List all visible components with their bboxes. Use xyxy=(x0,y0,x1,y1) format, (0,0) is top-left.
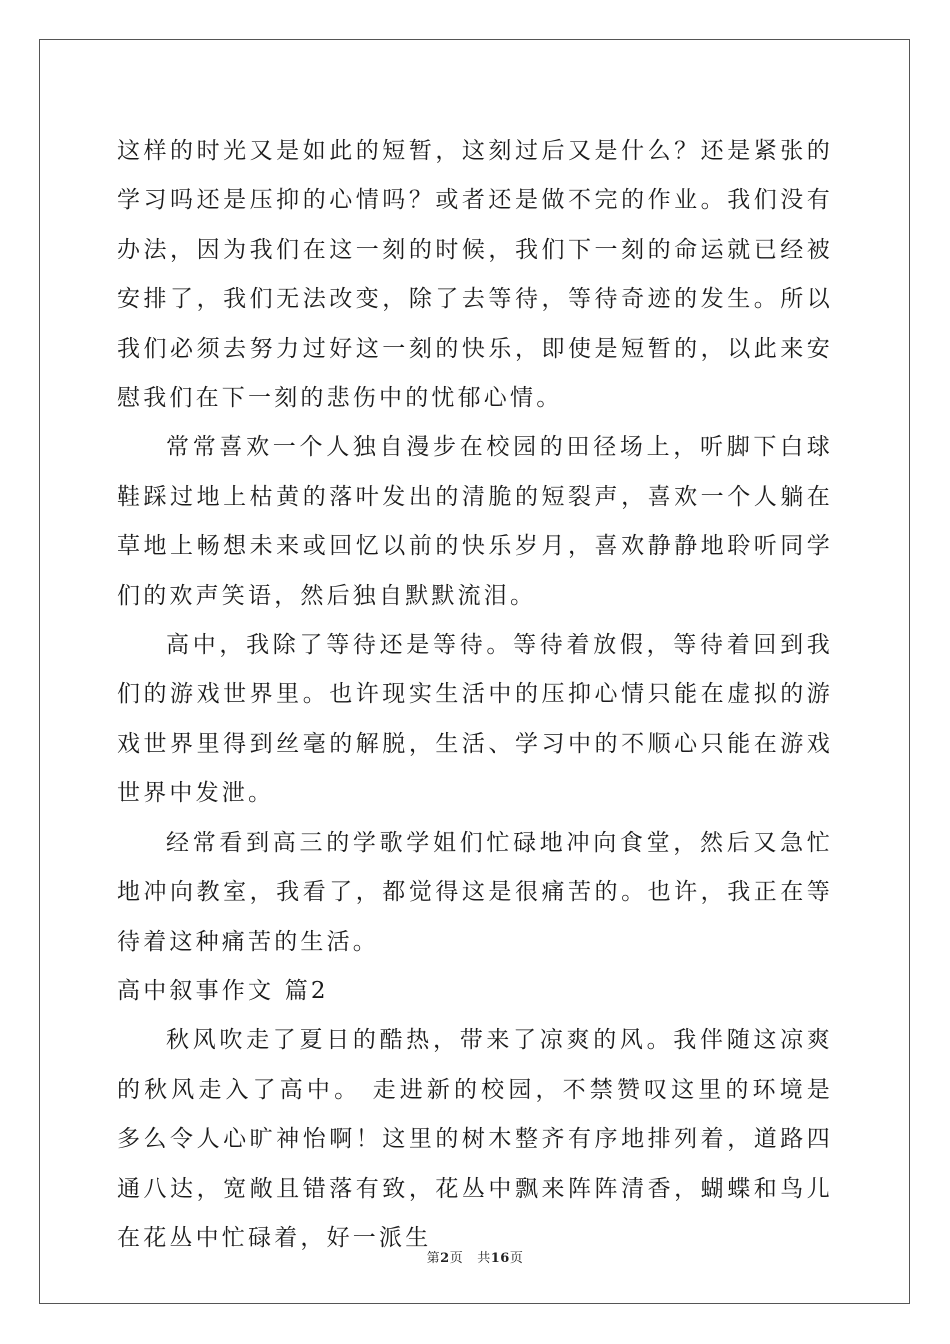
page-number: 2 xyxy=(440,1251,450,1266)
section-heading: 高中叙事作文 篇2 xyxy=(117,977,329,1004)
page-footer xyxy=(0,1247,950,1266)
paragraph-4: 经常看到高三的学歌学姐们忙碌地冲向食堂，然后又急忙地冲向教室，我看了，都觉得这是很痛苦的。也许，我正在等待着这种痛苦的生活。 xyxy=(117,829,833,955)
paragraph-3: 高中，我除了等待还是等待。等待着放假，等待着回到我们的游戏世界里。也许现实生活中的压抑心情只能在虚拟的游戏世界里得到丝毫的解脱，生活、学习中的不顺心只能在游戏世界中发泄。 xyxy=(117,632,833,807)
page-prefix: 第 xyxy=(426,1251,441,1266)
total-prefix: 共 xyxy=(477,1251,491,1266)
paragraph-5: 秋风吹走了夏日的酷热，带来了凉爽的风。我伴随这凉爽的秋风走入了高中。 走进新的校园，不禁赞叹这里的环境是多么令人心旷神怡啊！这里的树木整齐有序地排列着，道路四通八达，宽敞且错落有致，花丛中飘来阵阵清香，蝴蝶和鸟儿在花丛中忙碌着，好一派生 xyxy=(117,1027,833,1251)
paragraph-2: 常常喜欢一个人独自漫步在校园的田径场上，听脚下白球鞋踩过地上枯黄的落叶发出的清脆的短裂声，喜欢一个人躺在草地上畅想未来或回忆以前的快乐岁月，喜欢静静地聆听同学们的欢声笑语，然后独自默默流泪。 xyxy=(117,434,833,609)
document-body xyxy=(117,127,833,1263)
total-suffix: 页 xyxy=(509,1251,524,1266)
total-pages: 16 xyxy=(490,1251,510,1266)
page-suffix: 页 xyxy=(449,1251,464,1266)
paragraph-1: 这样的时光又是如此的短暂，这刻过后又是什么？还是紧张的学习吗还是压抑的心情吗？或者还是做不完的作业。我们没有办法，因为我们在这一刻的时候，我们下一刻的命运就已经被安排了，我们无法改变，除了去等待，等待奇迹的发生。所以我们必须去努力过好这一刻的快乐，即使是短暂的，以此来安慰我们在下一刻的悲伤中的忧郁心情。 xyxy=(117,138,833,412)
